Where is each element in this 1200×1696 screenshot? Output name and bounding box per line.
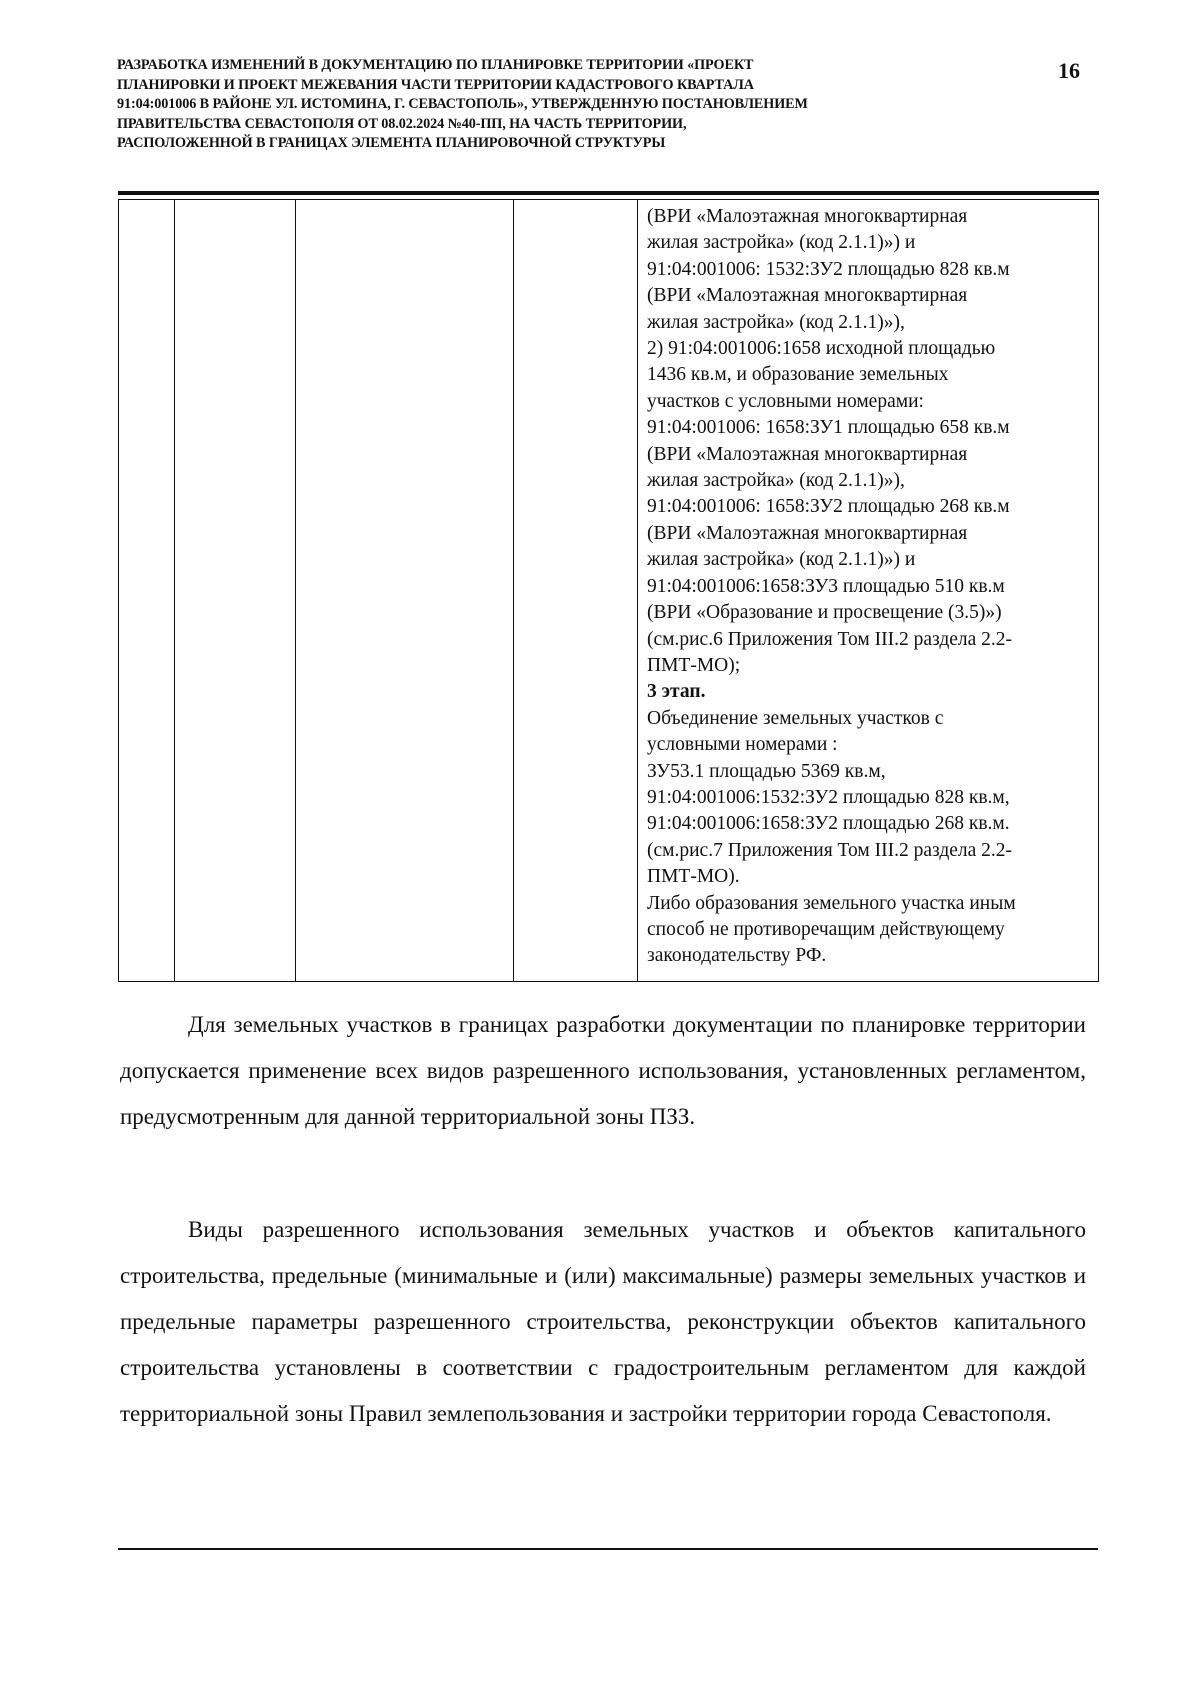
cell-line: жилая застройка» (код 2.1.1)») и <box>647 549 916 571</box>
cell-line: 91:04:001006: 1658:ЗУ1 площадью 658 кв.м <box>647 417 1010 439</box>
cell-line: (ВРИ «Образование и просвещение (3.5)») <box>647 602 1002 624</box>
cell-line: законодательству РФ. <box>647 945 827 967</box>
table-column-divider <box>174 200 175 981</box>
cell-line: Либо образования земельного участка иным <box>647 892 1016 914</box>
stage-heading: 3 этап. <box>647 681 706 703</box>
page-number: 16 <box>1058 58 1080 83</box>
cell-line: (ВРИ «Малоэтажная многоквартирная <box>647 285 968 307</box>
cell-line: (ВРИ «Малоэтажная многоквартирная <box>647 206 968 227</box>
header-line: ПРАВИТЕЛЬСТВА СЕВАСТОПОЛЯ ОТ 08.02.2024 №40-ПП, НА ЧАСТЬ ТЕРРИТОРИИ, <box>117 115 687 132</box>
cell-line: 91:04:001006:1658:ЗУ3 площадью 510 кв.м <box>647 575 1005 597</box>
cell-line: Объединение земельных участков с <box>647 707 944 729</box>
header-divider <box>118 191 1099 195</box>
cell-line: ПМТ-МО); <box>647 654 741 676</box>
body-paragraph-1: Для земельных участков в границах разработки документации по планировке территории допускается применение всех видов разрешенного использования, установленных регламентом, предусмотренным для данной территориальной зоны ПЗЗ. <box>120 1012 1086 1129</box>
header-line: 91:04:001006 В РАЙОНЕ УЛ. ИСТОМИНА, Г. СЕВАСТОПОЛЬ», УТВЕРЖДЕННУЮ ПОСТАНОВЛЕНИЕМ <box>117 96 808 113</box>
cell-line: (см.рис.6 Приложения Том III.2 раздела 2.2- <box>647 628 1013 650</box>
document-header <box>117 56 997 154</box>
table-column-divider <box>513 200 514 981</box>
cell-line: (см.рис.7 Приложения Том III.2 раздела 2.2- <box>647 839 1013 861</box>
cell-line: участков с условными номерами: <box>647 390 924 412</box>
header-line: ПЛАНИРОВКИ И ПРОЕКТ МЕЖЕВАНИЯ ЧАСТИ ТЕРРИТОРИИ КАДАСТРОВОГО КВАРТАЛА <box>117 76 754 93</box>
table-column-divider <box>637 200 638 981</box>
cell-line: способ не противоречащим действующему <box>647 918 1005 940</box>
table-column-divider <box>295 200 296 981</box>
cell-line: жилая застройка» (код 2.1.1)») и <box>647 232 916 254</box>
header-line: РАЗРАБОТКА ИЗМЕНЕНИЙ В ДОКУМЕНТАЦИЮ ПО ПЛАНИРОВКЕ ТЕРРИТОРИИ «ПРОЕКТ <box>117 57 754 73</box>
table-cell-description <box>647 204 1094 970</box>
cell-line: ПМТ-МО). <box>647 866 740 888</box>
cell-line: 1436 кв.м, и образование земельных <box>647 364 949 386</box>
cell-line: условными номерами : <box>647 734 838 756</box>
cell-line: жилая застройка» (код 2.1.1)»), <box>647 470 905 492</box>
cell-line: (ВРИ «Малоэтажная многоквартирная <box>647 443 968 465</box>
cell-line: 91:04:001006: 1532:ЗУ2 площадью 828 кв.м <box>647 258 1010 280</box>
cell-line: жилая застройка» (код 2.1.1)»), <box>647 311 905 333</box>
footer-divider <box>118 1548 1098 1550</box>
header-line: РАСПОЛОЖЕННОЙ В ГРАНИЦАХ ЭЛЕМЕНТА ПЛАНИРОВОЧНОЙ СТРУКТУРЫ <box>117 135 666 152</box>
body-paragraph-2: Виды разрешенного использования земельных участков и объектов капитального строительства, предельные (минимальные и (или) максимальные) размеры земельных участков и предельные параметры разрешенного строительства, реконструкции объектов капитального строительства установлены в соответствии с градостроительным регламентом для каждой территориальной зоны Правил землепользования и застройки территории города Севастополя. <box>120 1217 1086 1426</box>
cell-line: (ВРИ «Малоэтажная многоквартирная <box>647 522 968 544</box>
cell-line: 91:04:001006:1658:ЗУ2 площадью 268 кв.м. <box>647 813 1010 835</box>
cell-line: 91:04:001006:1532:ЗУ2 площадью 828 кв.м, <box>647 786 1010 808</box>
cell-line: 91:04:001006: 1658:ЗУ2 площадью 268 кв.м <box>647 496 1010 518</box>
continuation-table <box>118 199 1099 982</box>
cell-line: ЗУ53.1 площадью 5369 кв.м, <box>647 760 886 782</box>
cell-line: 2) 91:04:001006:1658 исходной площадью <box>647 338 996 360</box>
